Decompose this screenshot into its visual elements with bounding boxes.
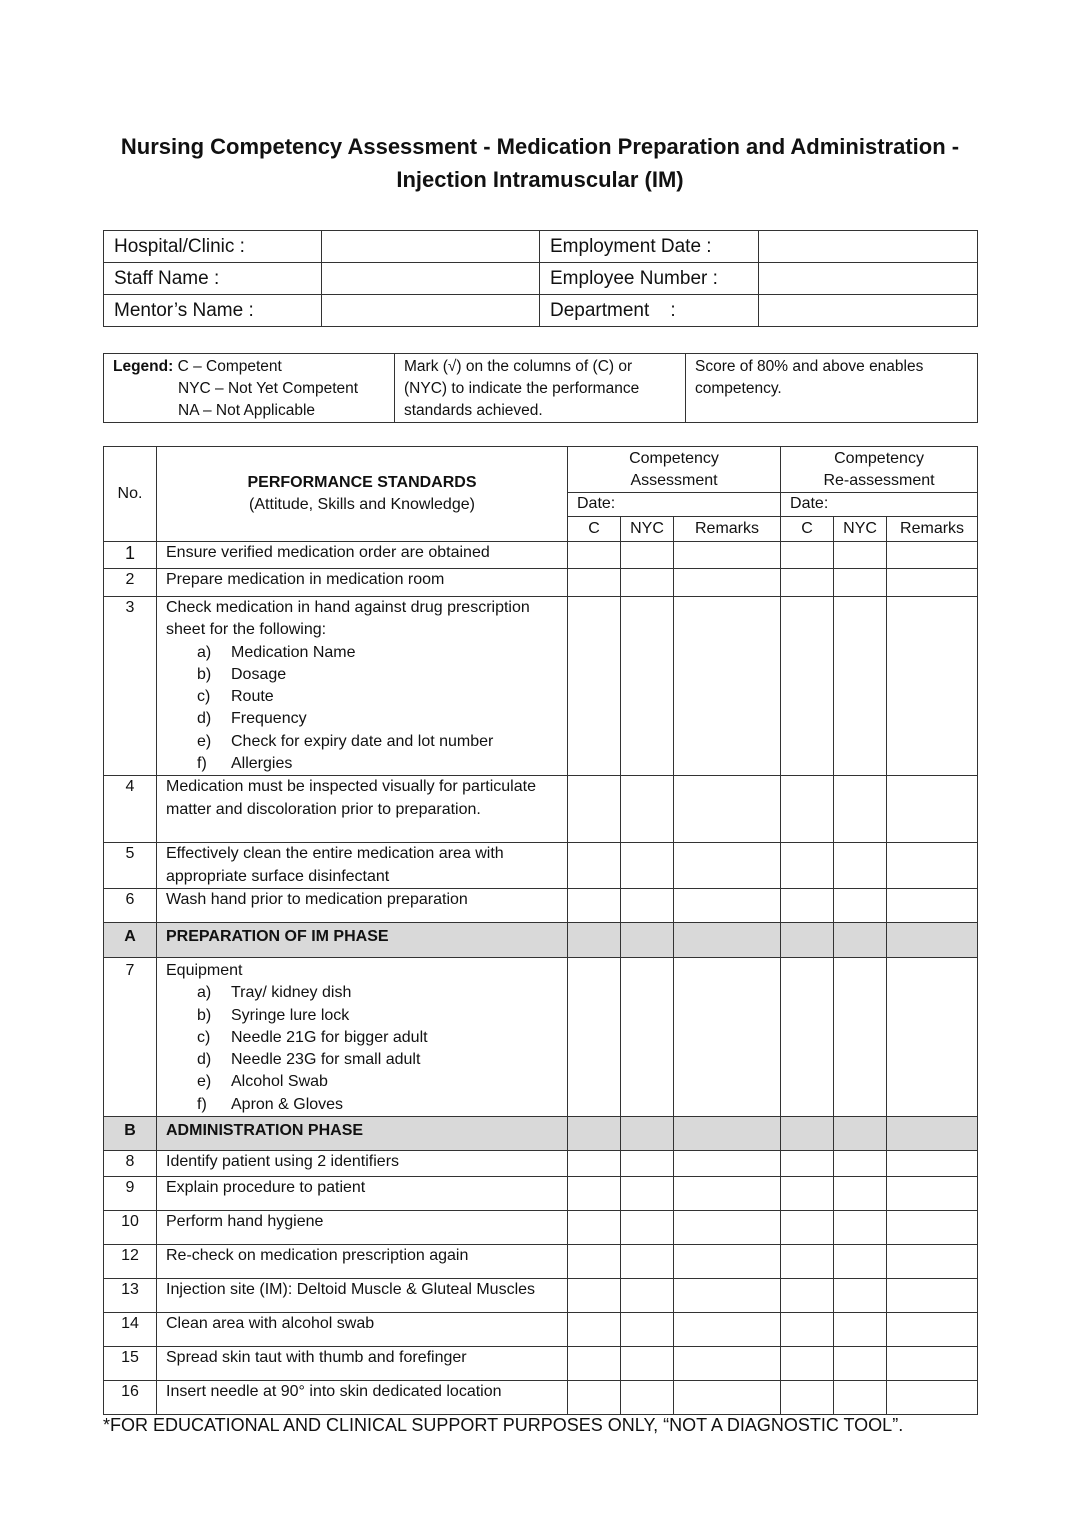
row-text: Explain procedure to patient — [157, 1177, 568, 1211]
legend-label: Legend: — [113, 358, 174, 375]
item-letter: b) — [197, 1006, 212, 1024]
remarks-cell[interactable] — [674, 843, 781, 889]
c-re-cell[interactable] — [781, 1279, 834, 1313]
employment-date-label: Employment Date : — [540, 231, 759, 263]
item-text: Route — [231, 688, 274, 706]
nyc-re-cell — [834, 922, 887, 957]
item-letter: c) — [197, 1028, 211, 1046]
c-cell[interactable] — [568, 1245, 621, 1279]
c-cell[interactable] — [568, 1211, 621, 1245]
remarks-re-cell — [887, 922, 978, 957]
header-ps-sub: (Attitude, Skills and Knowledge) — [249, 496, 475, 513]
table-row — [104, 569, 978, 597]
department-field[interactable] — [759, 295, 978, 327]
c-cell[interactable] — [568, 569, 621, 597]
subitem-list — [166, 642, 567, 776]
nyc-re-cell[interactable] — [834, 569, 887, 597]
item-letter: e) — [197, 732, 212, 750]
table-row — [104, 1211, 978, 1245]
item-letter: f) — [197, 755, 207, 773]
row-number: 8 — [104, 1151, 157, 1177]
list-item — [166, 708, 567, 730]
staff-name-label: Staff Name : — [104, 263, 322, 295]
list-item — [166, 753, 567, 775]
row-text: Perform hand hygiene — [157, 1211, 568, 1245]
remarks-cell[interactable] — [674, 542, 781, 569]
performance-standards-table — [103, 446, 978, 1415]
nyc-re-cell[interactable] — [834, 1211, 887, 1245]
c-cell[interactable] — [568, 1151, 621, 1177]
header-no: No. — [104, 447, 157, 542]
remarks-cell[interactable] — [674, 1279, 781, 1313]
nyc-cell[interactable] — [621, 1347, 674, 1381]
nyc-re-cell[interactable] — [834, 1177, 887, 1211]
row-text-main: Equipment — [166, 961, 243, 979]
list-item — [166, 1005, 567, 1027]
score-note: Score of 80% and above enables competency. — [686, 354, 978, 423]
remarks-re-cell[interactable] — [887, 1177, 978, 1211]
remarks-cell[interactable] — [674, 1211, 781, 1245]
nyc-re-cell[interactable] — [834, 1151, 887, 1177]
row-number: 2 — [104, 569, 157, 597]
table-row — [104, 888, 978, 922]
staff-info-table — [103, 230, 978, 327]
item-text: Tray/ kidney dish — [231, 984, 352, 1002]
nyc-re-cell[interactable] — [834, 542, 887, 569]
nyc-re-cell[interactable] — [834, 888, 887, 922]
remarks-cell[interactable] — [674, 597, 781, 776]
employee-number-field[interactable] — [759, 263, 978, 295]
table-row — [104, 1177, 978, 1211]
legend-c: C – Competent — [177, 358, 282, 375]
header-c: C — [568, 517, 621, 542]
nyc-cell[interactable] — [621, 569, 674, 597]
row-text — [157, 597, 568, 776]
row-text: Prepare medication in medication room — [157, 569, 568, 597]
row-number: 4 — [104, 776, 157, 843]
list-item — [166, 1027, 567, 1049]
c-cell[interactable] — [568, 1313, 621, 1347]
department-label: Department : — [540, 295, 759, 327]
row-text: Wash hand prior to medication preparation — [157, 888, 568, 922]
header-ca-line2: Assessment — [630, 471, 718, 489]
row-text: Ensure verified medication order are obtained — [157, 542, 568, 569]
nyc-re-cell[interactable] — [834, 1279, 887, 1313]
row-text: Clean area with alcohol swab — [157, 1313, 568, 1347]
nyc-re-cell[interactable] — [834, 1313, 887, 1347]
mentor-name-label: Mentor’s Name : — [104, 295, 322, 327]
staff-name-field[interactable] — [322, 263, 540, 295]
remarks-cell — [674, 1117, 781, 1151]
row-number: 10 — [104, 1211, 157, 1245]
row-text-main: Check medication in hand against drug prescription sheet for the following: — [166, 599, 530, 639]
table-row — [104, 1381, 978, 1415]
remarks-cell[interactable] — [674, 957, 781, 1116]
reassessment-date[interactable]: Date: — [781, 493, 978, 517]
row-number: 9 — [104, 1177, 157, 1211]
remarks-re-cell[interactable] — [887, 1347, 978, 1381]
nyc-cell[interactable] — [621, 542, 674, 569]
remarks-cell[interactable] — [674, 888, 781, 922]
header-competency-reassessment — [781, 447, 978, 493]
item-text: Check for expiry date and lot number — [231, 732, 494, 750]
table-row — [104, 776, 978, 843]
row-number: 1 — [104, 542, 157, 569]
table-row — [104, 597, 978, 776]
nyc-cell — [621, 1117, 674, 1151]
c-cell[interactable] — [568, 1381, 621, 1415]
remarks-cell[interactable] — [674, 1151, 781, 1177]
row-number: 3 — [104, 597, 157, 776]
row-number: 6 — [104, 888, 157, 922]
item-text: Dosage — [231, 665, 287, 683]
c-re-cell[interactable] — [781, 597, 834, 776]
item-letter: e) — [197, 1073, 212, 1091]
table-row — [104, 1347, 978, 1381]
c-cell[interactable] — [568, 957, 621, 1116]
header-remarks-re: Remarks — [887, 517, 978, 542]
footnote: *FOR EDUCATIONAL AND CLINICAL SUPPORT PURPOSES ONLY, “NOT A DIAGNOSTIC TOOL”. — [103, 1415, 904, 1435]
section-letter: B — [104, 1117, 157, 1151]
nyc-re-cell[interactable] — [834, 1245, 887, 1279]
subitem-list — [166, 982, 567, 1116]
remarks-cell — [674, 922, 781, 957]
section-letter: A — [104, 922, 157, 957]
item-letter: a) — [197, 984, 212, 1002]
legend-table — [103, 353, 978, 423]
table-row — [104, 957, 978, 1116]
item-letter: a) — [197, 643, 212, 661]
c-re-cell[interactable] — [781, 1177, 834, 1211]
header-competency-assessment — [568, 447, 781, 493]
row-text: Effectively clean the entire medication area with appropriate surface disinfectant — [157, 843, 568, 889]
row-text: Re-check on medication prescription again — [157, 1245, 568, 1279]
list-item — [166, 731, 567, 753]
table-row — [104, 1151, 978, 1177]
assessment-date[interactable]: Date: — [568, 493, 781, 517]
remarks-re-cell[interactable] — [887, 542, 978, 569]
remarks-re-cell[interactable] — [887, 569, 978, 597]
c-re-cell[interactable] — [781, 957, 834, 1116]
mentor-name-field[interactable] — [322, 295, 540, 327]
section-title: ADMINISTRATION PHASE — [157, 1117, 568, 1151]
nyc-cell[interactable] — [621, 957, 674, 1116]
item-letter: d) — [197, 1051, 212, 1069]
header-ca-line1: Competency — [629, 449, 719, 467]
section-row-b — [104, 1117, 978, 1151]
remarks-re-cell[interactable] — [887, 597, 978, 776]
remarks-re-cell[interactable] — [887, 1245, 978, 1279]
table-row — [104, 1313, 978, 1347]
remarks-re-cell[interactable] — [887, 1279, 978, 1313]
header-nyc-re: NYC — [834, 517, 887, 542]
nyc-re-cell[interactable] — [834, 1347, 887, 1381]
table-row — [104, 542, 978, 569]
nyc-re-cell[interactable] — [834, 843, 887, 889]
remarks-cell[interactable] — [674, 1245, 781, 1279]
row-number: 14 — [104, 1313, 157, 1347]
remarks-re-cell[interactable] — [887, 957, 978, 1116]
c-cell[interactable] — [568, 597, 621, 776]
item-text: Syringe lure lock — [231, 1006, 350, 1024]
item-letter: b) — [197, 665, 212, 683]
header-performance-standards — [157, 447, 568, 542]
row-text: Injection site (IM): Deltoid Muscle & Gluteal Muscles — [157, 1279, 568, 1313]
c-re-cell[interactable] — [781, 843, 834, 889]
remarks-cell[interactable] — [674, 1177, 781, 1211]
remarks-re-cell[interactable] — [887, 843, 978, 889]
c-re-cell[interactable] — [781, 888, 834, 922]
c-re-cell[interactable] — [781, 1347, 834, 1381]
nyc-re-cell[interactable] — [834, 597, 887, 776]
c-re-cell — [781, 922, 834, 957]
nyc-cell — [621, 922, 674, 957]
remarks-cell[interactable] — [674, 1347, 781, 1381]
item-text: Needle 23G for small adult — [231, 1051, 421, 1069]
nyc-cell[interactable] — [621, 1245, 674, 1279]
remarks-re-cell[interactable] — [887, 1151, 978, 1177]
c-cell — [568, 922, 621, 957]
item-text: Apron & Gloves — [231, 1095, 344, 1113]
list-item — [166, 664, 567, 686]
item-text: Medication Name — [231, 643, 356, 661]
section-title: PREPARATION OF IM PHASE — [157, 922, 568, 957]
nyc-re-cell[interactable] — [834, 1381, 887, 1415]
legend-nyc: NYC – Not Yet Competent — [178, 380, 359, 397]
nyc-re-cell — [834, 1117, 887, 1151]
nyc-cell[interactable] — [621, 888, 674, 922]
list-item — [166, 1094, 567, 1116]
list-item — [166, 982, 567, 1004]
c-re-cell[interactable] — [781, 1245, 834, 1279]
remarks-re-cell — [887, 1117, 978, 1151]
header-cr-line2: Re-assessment — [823, 471, 935, 489]
header-cr-line1: Competency — [834, 449, 924, 467]
title-line-1: Nursing Competency Assessment - Medication Preparation and Administration - — [120, 134, 960, 159]
remarks-re-cell[interactable] — [887, 1313, 978, 1347]
row-number: 16 — [104, 1381, 157, 1415]
c-cell[interactable] — [568, 843, 621, 889]
row-text: Identify patient using 2 identifiers — [157, 1151, 568, 1177]
c-re-cell[interactable] — [781, 776, 834, 843]
c-cell[interactable] — [568, 776, 621, 843]
nyc-cell[interactable] — [621, 1177, 674, 1211]
c-cell — [568, 1117, 621, 1151]
table-row — [104, 1279, 978, 1313]
list-item — [166, 1071, 567, 1093]
row-number: 5 — [104, 843, 157, 889]
c-cell[interactable] — [568, 1279, 621, 1313]
row-number: 13 — [104, 1279, 157, 1313]
nyc-cell[interactable] — [621, 1279, 674, 1313]
item-text: Allergies — [231, 755, 293, 773]
item-text: Alcohol Swab — [231, 1073, 328, 1091]
c-re-cell[interactable] — [781, 1151, 834, 1177]
item-letter: d) — [197, 710, 212, 728]
c-cell[interactable] — [568, 888, 621, 922]
c-re-cell[interactable] — [781, 542, 834, 569]
remarks-cell[interactable] — [674, 569, 781, 597]
employment-date-field[interactable] — [759, 231, 978, 263]
header-ps-title: PERFORMANCE STANDARDS — [247, 474, 477, 491]
nyc-cell[interactable] — [621, 597, 674, 776]
remarks-re-cell[interactable] — [887, 888, 978, 922]
header-c-re: C — [781, 517, 834, 542]
row-text: Medication must be inspected visually for particulate matter and discoloration prior to preparation. — [157, 776, 568, 843]
nyc-cell[interactable] — [621, 843, 674, 889]
table-row — [104, 1245, 978, 1279]
remarks-cell[interactable] — [674, 776, 781, 843]
c-re-cell — [781, 1117, 834, 1151]
hospital-field[interactable] — [322, 231, 540, 263]
nyc-re-cell[interactable] — [834, 776, 887, 843]
list-item — [166, 1049, 567, 1071]
nyc-cell[interactable] — [621, 1151, 674, 1177]
remarks-re-cell[interactable] — [887, 1211, 978, 1245]
row-number: 12 — [104, 1245, 157, 1279]
list-item — [166, 686, 567, 708]
title-line-2: Injection Intramuscular (IM) — [396, 167, 684, 192]
list-item — [166, 642, 567, 664]
header-remarks: Remarks — [674, 517, 781, 542]
mark-instructions: Mark (√) on the columns of (C) or (NYC) to indicate the performance standards achieved. — [395, 354, 686, 423]
nyc-cell[interactable] — [621, 1381, 674, 1415]
remarks-cell[interactable] — [674, 1381, 781, 1415]
c-cell[interactable] — [568, 542, 621, 569]
item-text: Frequency — [231, 710, 307, 728]
row-text — [157, 957, 568, 1116]
remarks-re-cell[interactable] — [887, 776, 978, 843]
legend-cell — [104, 354, 395, 423]
page-title — [90, 130, 990, 196]
item-letter: c) — [197, 688, 211, 706]
hospital-label: Hospital/Clinic : — [104, 231, 322, 263]
c-re-cell[interactable] — [781, 569, 834, 597]
nyc-cell[interactable] — [621, 776, 674, 843]
employee-number-label: Employee Number : — [540, 263, 759, 295]
row-text: Spread skin taut with thumb and forefinger — [157, 1347, 568, 1381]
header-nyc: NYC — [621, 517, 674, 542]
remarks-re-cell[interactable] — [887, 1381, 978, 1415]
item-text: Needle 21G for bigger adult — [231, 1028, 428, 1046]
c-re-cell[interactable] — [781, 1211, 834, 1245]
nyc-re-cell[interactable] — [834, 957, 887, 1116]
section-row-a — [104, 922, 978, 957]
c-cell[interactable] — [568, 1177, 621, 1211]
nyc-cell[interactable] — [621, 1211, 674, 1245]
legend-na: NA – Not Applicable — [178, 402, 316, 419]
c-cell[interactable] — [568, 1347, 621, 1381]
table-row — [104, 843, 978, 889]
c-re-cell[interactable] — [781, 1381, 834, 1415]
item-letter: f) — [197, 1095, 207, 1113]
row-number: 15 — [104, 1347, 157, 1381]
c-re-cell[interactable] — [781, 1313, 834, 1347]
row-number: 7 — [104, 957, 157, 1116]
row-text: Insert needle at 90° into skin dedicated location — [157, 1381, 568, 1415]
remarks-cell[interactable] — [674, 1313, 781, 1347]
nyc-cell[interactable] — [621, 1313, 674, 1347]
